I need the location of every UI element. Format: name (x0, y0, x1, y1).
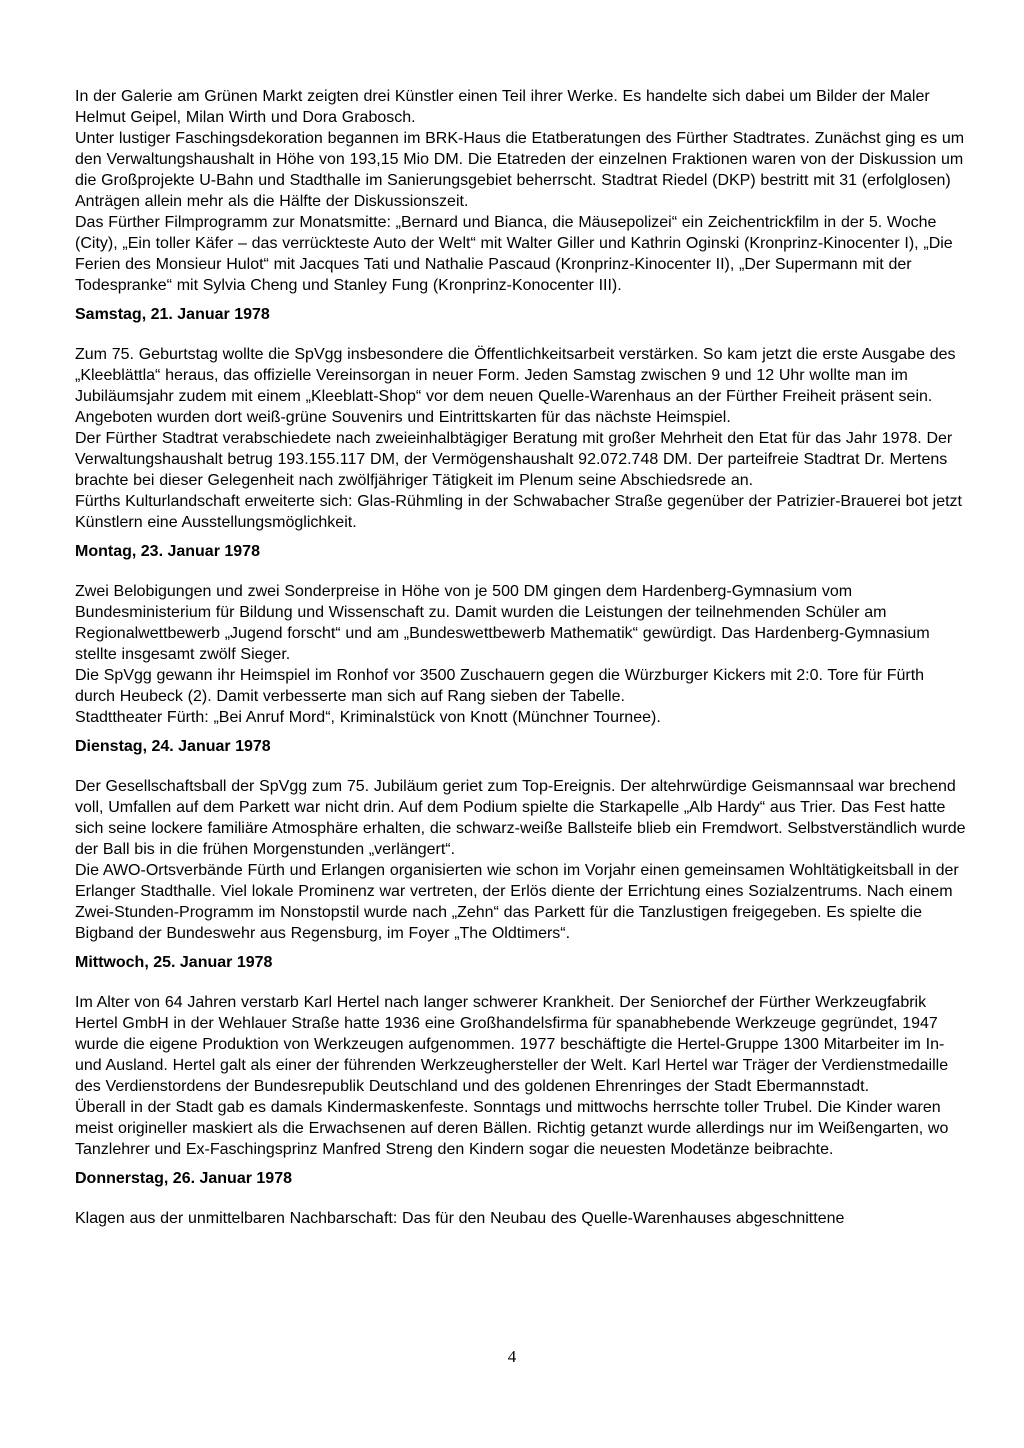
paragraph: Zwei Belobigungen und zwei Sonderpreise in Höhe von je 500 DM gingen dem Hardenberg-Gymnasium vom Bundesministerium für Bildung und Wissenschaft zu. Damit wurden die Leistungen der teilnehmenden Schüler am Regionalwettbewerb „Jugend forscht“ und am „Bundeswettbewerb Mathematik“ gewürdigt. Das Hardenberg-Gymnasium stellte insgesamt zwölf Sieger. (75, 583, 930, 663)
day-heading: Mittwoch, 25. Januar 1978 (75, 954, 273, 971)
paragraph: Der Gesellschaftsball der SpVgg zum 75. Jubiläum geriet zum Top-Ereignis. Der altehrwürdige Geismannsaal war brechend voll, Umfallen auf dem Parkett war nicht drin. Auf dem Podium spielte die Starkapelle „Alb Hardy“ aus Trier. Das Fest hatte sich seine lockere familiäre Atmosphäre erhalten, die schwarz-weiße Ballsteife blieb ein Fremdwort. Selbstverständlich wurde der Ball bis in die frühen Morgenstunden „verlängert“. (75, 778, 966, 858)
paragraph: Stadttheater Fürth: „Bei Anruf Mord“, Kriminalstück von Knott (Münchner Tournee). (75, 709, 661, 726)
paragraph: Unter lustiger Faschingsdekoration begannen im BRK-Haus die Etatberatungen des Fürther Stadtrates. Zunächst ging es um den Verwaltungshaushalt in Höhe von 193,15 Mio DM. Die Etatreden der einzelnen Fraktionen waren von der Diskussion um die Großprojekte U-Bahn und Stadthalle im Sanierungsgebiet beherrscht. Stadtrat Riedel (DKP) bestritt mit 31 (erfolglosen) Anträgen allein mehr als die Hälfte der Diskussionszeit. (75, 130, 965, 210)
paragraph: Zum 75. Geburtstag wollte die SpVgg insbesondere die Öffentlichkeitsarbeit verstärken. So kam jetzt die erste Ausgabe des „Kleeblättla“ heraus, das offizielle Vereinsorgan in neuer Form. Jeden Samstag zwischen 9 und 12 Uhr wollte man im Jubiläumsjahr zudem mit einem „Kleeblatt-Shop“ vor dem neuen Quelle-Warenhaus an der Fürther Freiheit präsent sein. Angeboten wurden dort weiß-grüne Souvenirs und Eintrittskarten für das nächste Heimspiel. (75, 346, 956, 426)
paragraph: Der Fürther Stadtrat verabschiedete nach zweieinhalbtägiger Beratung mit großer Mehrheit den Etat für das Jahr 1978. Der Verwaltungshaushalt betrug 193.155.117 DM, der Vermögenshaushalt 92.072.748 DM. Der parteifreie Stadtrat Dr. Mertens brachte bei dieser Gelegenheit nach zwölfjähriger Tätigkeit im Plenum seine Abschiedsrede an. (75, 430, 953, 489)
paragraph: Die SpVgg gewann ihr Heimspiel im Ronhof vor 3500 Zuschauern gegen die Würzburger Kickers mit 2:0. Tore für Fürth durch Heubeck (2). Damit verbesserte man sich auf Rang sieben der Tabelle. (75, 667, 925, 705)
paragraph: In der Galerie am Grünen Markt zeigten drei Künstler einen Teil ihrer Werke. Es handelte sich dabei um Bilder der Maler Helmut Geipel, Milan Wirth und Dora Grabosch. (75, 88, 930, 126)
paragraph: Das Fürther Filmprogramm zur Monatsmitte: „Bernard und Bianca, die Mäusepolizei“ ein Zeichentrickfilm in der 5. Woche (City), „Ein toller Käfer – das verrückteste Auto der Welt“ mit Walter Giller und Kathrin Oginski (Kronprinz-Kinocenter I), „Die Ferien des Monsieur Hulot“ mit Jacques Tati und Nathalie Pascaud (Kronprinz-Kinocenter II), „Der Supermann mit der Todespranke“ mit Sylvia Cheng und Stanley Fung (Kronprinz-Konocenter III). (75, 214, 953, 294)
paragraph: Überall in der Stadt gab es damals Kindermaskenfeste. Sonntags und mittwochs herrschte toller Trubel. Die Kinder waren meist origineller maskiert als die Erwachsenen auf deren Bällen. Richtig getanzt wurde allerdings nur im Weißengarten, wo Tanzlehrer und Ex-Faschingsprinz Manfred Streng den Kindern sogar die neuesten Modetänze beibrachte. (75, 1099, 949, 1158)
day-heading: Donnerstag, 26. Januar 1978 (75, 1170, 292, 1187)
day-heading: Samstag, 21. Januar 1978 (75, 306, 270, 323)
day-heading: Montag, 23. Januar 1978 (75, 543, 260, 560)
page-number: 4 (507, 1347, 517, 1366)
paragraph: Die AWO-Ortsverbände Fürth und Erlangen organisierten wie schon im Vorjahr einen gemeinsamen Wohltätigkeitsball in der Erlanger Stadthalle. Viel lokale Prominenz war vertreten, der Erlös diente der Errichtung eines Sozialzentrums. Nach einem Zwei-Stunden-Programm im Nonstopstil wurde nach „Zehn“ das Parkett für die Tanzlustigen freigegeben. Es spielte die Bigband der Bundeswehr aus Regensburg, im Foyer „The Oldtimers“. (75, 862, 959, 942)
paragraph: Klagen aus der unmittelbaren Nachbarschaft: Das für den Neubau des Quelle-Warenhauses abgeschnittene (75, 1210, 845, 1227)
paragraph: Fürths Kulturlandschaft erweiterte sich: Glas-Rühmling in der Schwabacher Straße gegenüber der Patrizier-Brauerei bot jetzt Künstlern eine Ausstellungsmöglichkeit. (75, 493, 962, 531)
paragraph: Im Alter von 64 Jahren verstarb Karl Hertel nach langer schwerer Krankheit. Der Seniorchef der Fürther Werkzeugfabrik Hertel GmbH in der Wehlauer Straße hatte 1936 eine Großhandelsfirma für spanabhebende Werkzeuge gegründet, 1947 wurde die eigene Produktion von Werkzeugen aufgenommen. 1977 beschäftigte die Hertel-Gruppe 1300 Mitarbeiter im In- und Ausland. Hertel galt als einer der führenden Werkzeughersteller der Welt. Karl Hertel war Träger der Verdienstmedaille des Verdienstordens der Bundesrepublik Deutschland und des goldenen Ehrenringes der Stadt Ebermannstadt. (75, 994, 949, 1095)
day-heading: Dienstag, 24. Januar 1978 (75, 738, 271, 755)
